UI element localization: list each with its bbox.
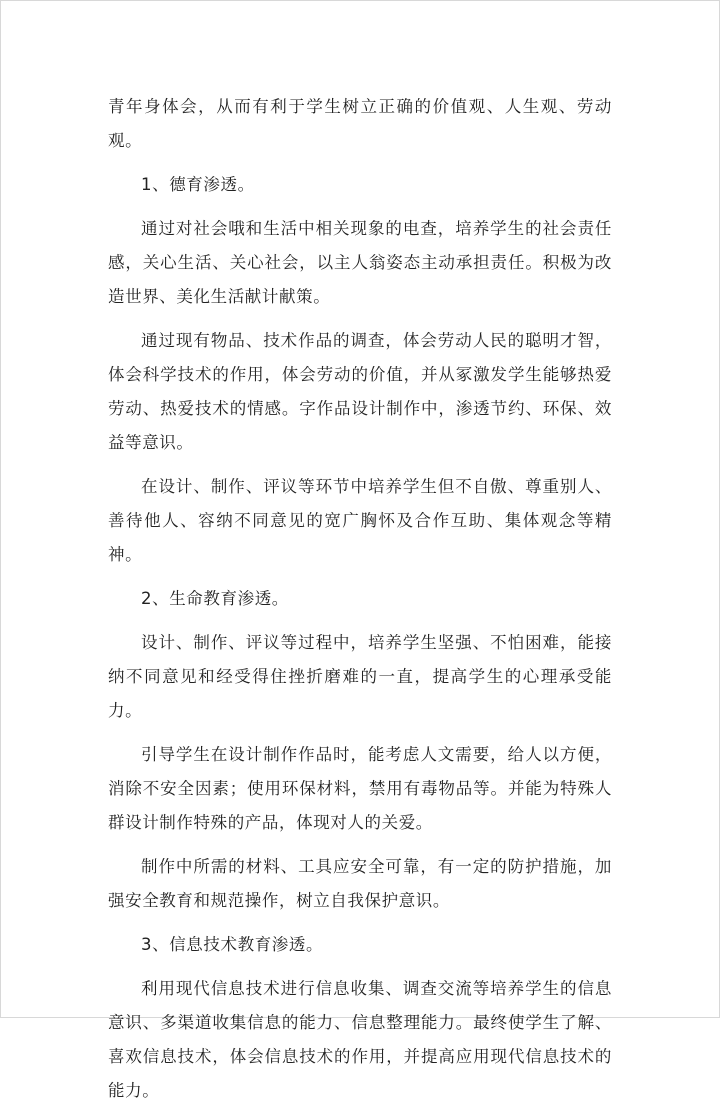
paragraph: 通过现有物品、技术作品的调查，体会劳动人民的聪明才智，体会科学技术的作用，体会劳动的价值，并从冢激发学生能够热爱劳动、热爱技术的情感。字作品设计制作中，渗透节约、环保、效益等意识。: [108, 331, 612, 452]
paragraph: 制作中所需的材料、工具应安全可靠，有一定的防护措施，加强安全教育和规范操作，树立自我保护意识。: [108, 857, 612, 910]
paragraph: 通过对社会哦和生活中相关现象的电查，培养学生的社会责任感，关心生活、关心社会，以主人翁姿态主动承担责任。积极为改造世界、美化生活献计献策。: [108, 219, 612, 306]
paragraph: 利用现代信息技术进行信息收集、调查交流等培养学生的信息意识、多渠道收集信息的能力、信息整理能力。最终使学生了解、喜欢信息技术，体会信息技术的作用，并提高应用现代信息技术的能力。: [108, 979, 612, 1100]
section-heading: 1、德育渗透。: [141, 175, 255, 194]
section-heading: 3、信息技术教育渗透。: [141, 935, 324, 954]
paragraph: 设计、制作、评议等过程中，培养学生坚强、不怕困难，能接纳不同意见和经受得住挫折磨难的一直，提高学生的心理承受能力。: [108, 633, 612, 720]
paragraph: 青年身体会，从而有利于学生树立正确的价值观、人生观、劳动观。: [108, 97, 612, 150]
document-body: [108, 90, 612, 1108]
paragraph: 在设计、制作、评议等环节中培养学生但不自傲、尊重别人、善待他人、容纳不同意见的宽广胸怀及合作互助、集体观念等精神。: [108, 477, 612, 564]
section-heading: 2、生命教育渗透。: [141, 589, 289, 608]
paragraph: 引导学生在设计制作作品时，能考虑人文需要，给人以方便，消除不安全因素；使用环保材料，禁用有毒物品等。并能为特殊人群设计制作特殊的产品，体现对人的关爱。: [108, 745, 612, 832]
